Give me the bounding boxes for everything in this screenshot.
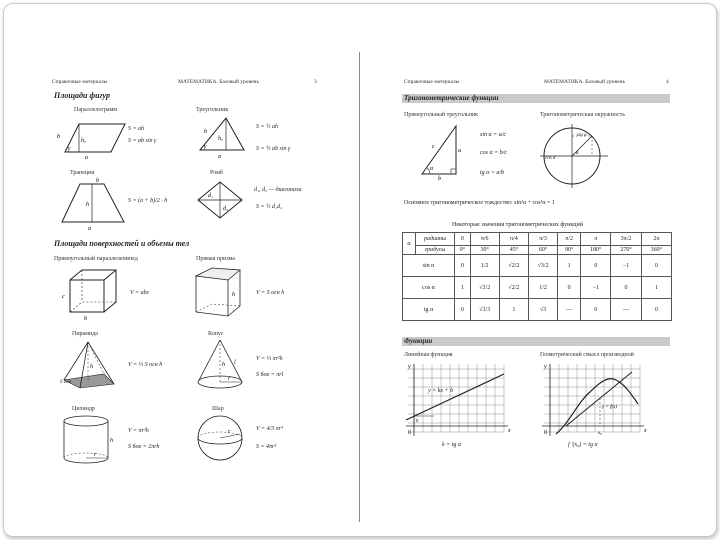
table-cell: 0 (455, 299, 471, 321)
parallelogram-formula-2: S = ab sin γ (128, 138, 157, 144)
sphere-diagram (196, 414, 246, 464)
table-cell: 0 (641, 255, 671, 277)
left-header-subject: МАТЕМАТИКА. Базовый уровень (178, 79, 260, 85)
rhombus-diagram (196, 180, 246, 220)
cos-def: cos α = b/c (480, 150, 508, 156)
table-row-sin (403, 255, 672, 277)
svg-text:b: b (204, 129, 207, 135)
triangle-formula-1: S = ½ ah (256, 124, 279, 130)
table-cell: π/2 (558, 233, 581, 246)
circle-sin-label: sin α (577, 133, 587, 138)
svg-text:c: c (62, 294, 65, 300)
func-section-band (402, 337, 670, 346)
svg-text:h: h (110, 438, 113, 444)
table-cell: 0 (581, 299, 611, 321)
table-cell: √3/3 (470, 299, 499, 321)
cone-formula-1: V = ⅓ πr²h (256, 356, 283, 362)
parallelogram-diagram (55, 118, 135, 160)
right-header-subject: МАТЕМАТИКА. Базовый уровень (544, 79, 626, 85)
svg-text:r: r (228, 376, 231, 382)
cylinder-formula-2: S бок = 2πrh (128, 444, 160, 450)
svg-text:a: a (218, 154, 221, 160)
table-cell: 0 (455, 255, 471, 277)
svg-text:h: h (222, 362, 225, 368)
trig-circle-label: Тригонометрическая окружность (540, 112, 625, 118)
cylinder-label: Цилиндр (72, 406, 96, 412)
circle-cos-label: cos α (545, 156, 556, 161)
svg-text:hₐ: hₐ (81, 138, 86, 144)
deriv-equation: y = f(x) (602, 405, 618, 410)
pyramid-base-label: S осн (60, 380, 71, 385)
table-cell: 270° (611, 246, 641, 255)
svg-text:h: h (86, 202, 89, 208)
right-triangle-diagram (418, 124, 468, 180)
linear-origin-label: 0 (408, 430, 411, 436)
row-label: cos α (403, 277, 455, 299)
right-page-number: 4 (666, 79, 669, 85)
table-cell: — (611, 299, 641, 321)
table-cell: π/4 (499, 233, 528, 246)
prism-diagram (192, 266, 252, 322)
prism-formula: V = S осн h (256, 290, 285, 296)
left-page-number: 3 (314, 79, 317, 85)
rhombus-label: Ромб (210, 170, 223, 176)
parallelogram-label: Параллелограмм (74, 107, 118, 113)
table-cell: √3 (529, 299, 558, 321)
table-cell: −1 (611, 255, 641, 277)
table-cell: 1 (558, 255, 581, 277)
table-cell: 1 (455, 277, 471, 299)
table-cell: √3/2 (470, 277, 499, 299)
tg-def: tg α = a/b (480, 170, 505, 176)
table-cell: — (558, 299, 581, 321)
rhombus-note: d₁, d₂ — диагонали (254, 187, 302, 193)
table-cell: 90° (558, 246, 581, 255)
cylinder-formula-1: V = πr²h (128, 428, 149, 434)
prism-label: Прямая призма (196, 256, 235, 262)
svg-text:b: b (57, 134, 60, 140)
trig-values-table (402, 232, 672, 321)
table-cell: 30° (470, 246, 499, 255)
table-cell: 45° (499, 246, 528, 255)
table-row-radians (403, 233, 672, 246)
cone-formula-2: S бок = πrl (256, 372, 284, 378)
svg-text:α: α (430, 166, 434, 172)
deriv-origin-label: 0 (544, 430, 547, 436)
derivative-k-label: f ′(x₀) = tg α (568, 442, 598, 448)
trapezoid-formula: S = (a + b)/2 · h (128, 198, 168, 204)
sphere-formula-1: V = 4/3 πr³ (256, 426, 283, 432)
section-solids-title: Площади поверхностей и объемы тел (54, 239, 190, 248)
row-label: tg α (403, 299, 455, 321)
linear-y-axis-label: y (408, 364, 411, 370)
linear-x-axis-label: x (508, 428, 511, 434)
row-label: радианы (416, 233, 455, 246)
table-cell: √3/2 (529, 255, 558, 277)
table-cell: 1 (499, 299, 528, 321)
svg-text:c: c (432, 144, 435, 150)
left-header-title: Справочные материалы (52, 79, 108, 85)
linear-equation: y = kx + b (428, 388, 454, 394)
deriv-y-axis-label: y (544, 364, 547, 370)
linear-func-label: Линейная функция (404, 352, 453, 358)
linear-k-label: k = tg α (442, 442, 462, 448)
table-row-tg (403, 299, 672, 321)
table-cell: 1/2 (470, 255, 499, 277)
cylinder-diagram (60, 414, 116, 468)
table-cell: 1 (641, 277, 671, 299)
pyramid-formula: V = ⅓ S осн h (128, 362, 163, 368)
svg-text:h: h (232, 292, 235, 298)
trig-table-title: Некоторые значения тригонометрических функций (452, 222, 583, 228)
table-cell: 0 (558, 277, 581, 299)
pyramid-label: Пирамида (72, 331, 98, 337)
derivative-graph (540, 362, 650, 438)
parallelepiped-formula: V = abc (130, 290, 150, 296)
trapezoid-diagram (58, 178, 128, 232)
sin-def: sin α = a/c (480, 132, 507, 138)
svg-text:r: r (94, 452, 97, 458)
svg-text:h: h (90, 364, 93, 370)
table-cell: 1/2 (529, 277, 558, 299)
deriv-x-axis-label: x (644, 428, 647, 434)
svg-text:b: b (438, 176, 441, 182)
linear-function-graph (404, 362, 514, 438)
svg-text:a: a (85, 155, 88, 161)
table-cell: −1 (581, 277, 611, 299)
table-row-degrees (403, 246, 672, 255)
svg-text:d₁: d₁ (208, 193, 214, 199)
trig-section-band (402, 94, 670, 103)
trig-identity: Основное тригонометрическое тождество: sin²α + cos²α = 1 (404, 200, 555, 206)
svg-text:b: b (96, 178, 99, 184)
svg-text:hₐ: hₐ (218, 136, 223, 142)
table-cell: 0° (455, 246, 471, 255)
triangle-diagram (196, 116, 251, 160)
row-label: sin α (403, 255, 455, 277)
func-section-title: Функции (404, 337, 433, 345)
deriv-x0-label: x₀ (598, 431, 602, 436)
table-cell: 3π/2 (611, 233, 641, 246)
right-header-title: Справочные материалы (404, 79, 460, 85)
cone-label: Конус (208, 331, 224, 337)
table-cell: 0 (641, 299, 671, 321)
table-cell: √2/2 (499, 255, 528, 277)
parallelepiped-diagram (62, 266, 121, 322)
table-cell: 60° (529, 246, 558, 255)
triangle-formula-2: S = ½ ab sin γ (256, 146, 291, 152)
derivative-label: Геометрический смысл производной (540, 352, 634, 358)
svg-text:γ: γ (204, 144, 207, 150)
sphere-formula-2: S = 4πr² (256, 444, 277, 450)
sphere-label: Шар (212, 406, 224, 412)
section-areas-title: Площади фигур (54, 91, 110, 100)
trig-section-title: Тригонометрические функции (404, 94, 499, 102)
svg-text:r: r (228, 429, 231, 435)
svg-text:a: a (88, 226, 91, 232)
triangle-label: Треугольник (196, 107, 229, 113)
table-cell: √2/2 (499, 277, 528, 299)
table-cell: 0 (455, 233, 471, 246)
svg-text:a: a (458, 148, 461, 154)
right-triangle-label: Прямоугольный треугольник (404, 112, 479, 118)
parallelepiped-label: Прямоугольный параллелепипед (54, 256, 138, 262)
table-cell: 0 (581, 255, 611, 277)
row-label: градусы (416, 246, 455, 255)
table-cell: π/3 (529, 233, 558, 246)
svg-text:l: l (234, 360, 236, 366)
svg-text:γ: γ (68, 146, 71, 152)
table-cell: 360° (641, 246, 671, 255)
svg-text:b: b (84, 316, 87, 322)
linear-b-label: b (416, 419, 419, 424)
table-cell: π (581, 233, 611, 246)
cone-diagram (194, 338, 248, 392)
table-cell: π/6 (470, 233, 499, 246)
trapezoid-label: Трапеция (70, 170, 95, 176)
table-row-cos (403, 277, 672, 299)
rhombus-formula: S = ½ d₁d₂ (256, 204, 283, 210)
svg-text:α: α (576, 151, 579, 156)
alpha-cell: α (403, 233, 416, 255)
parallelogram-formula-1: S = ah (128, 126, 145, 132)
table-cell: 0 (611, 277, 641, 299)
table-cell: 2π (641, 233, 671, 246)
table-cell: 180° (581, 246, 611, 255)
svg-text:d₂: d₂ (223, 206, 229, 212)
